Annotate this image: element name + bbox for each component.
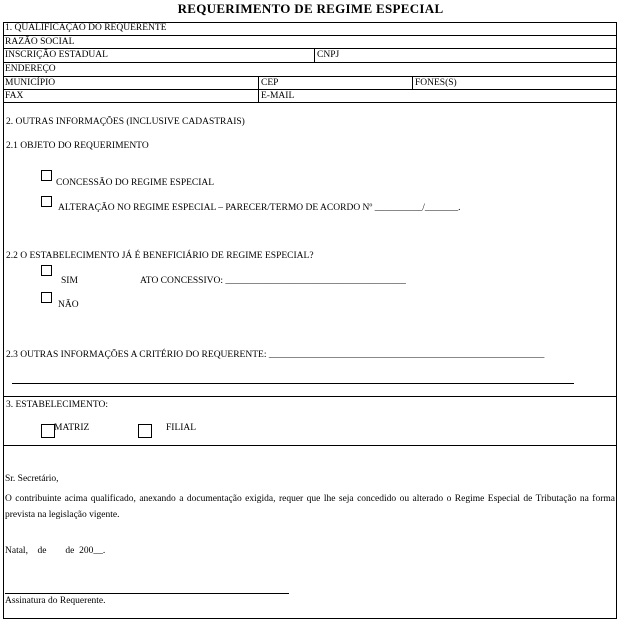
matriz-label: MATRIZ bbox=[54, 423, 90, 433]
outras-informacoes-line bbox=[12, 383, 574, 384]
outras-informacoes-field[interactable]: 2.3 OUTRAS INFORMAÇÕES A CRITÉRIO DO REQUERENTE: __________________________________________________________ bbox=[6, 350, 545, 360]
concessao-label: CONCESSÃO DO REGIME ESPECIAL bbox=[56, 178, 215, 188]
fax-field[interactable]: FAX bbox=[5, 91, 24, 101]
cnpj-field[interactable]: CNPJ bbox=[317, 50, 340, 60]
fones-field[interactable]: FONES(S) bbox=[415, 78, 457, 88]
salutation: Sr. Secretário, bbox=[5, 474, 59, 484]
objeto-heading: 2.1 OBJETO DO REQUERIMENTO bbox=[6, 141, 149, 151]
signature-label: Assinatura do Requerente. bbox=[5, 596, 106, 606]
inscricao-estadual-field[interactable]: INSCRIÇÃO ESTADUAL bbox=[5, 50, 108, 60]
filial-label: FILIAL bbox=[166, 423, 197, 433]
section3-heading: 3. ESTABELECIMENTO: bbox=[6, 400, 108, 410]
matriz-checkbox[interactable] bbox=[41, 424, 55, 438]
nao-checkbox[interactable] bbox=[41, 292, 52, 303]
request-body: O contribuinte acima qualificado, anexando a documentação exigida, requer que lhe seja concedido ou alterado o Regime Especial de Tributação na forma prevista na legislação vigente. bbox=[5, 494, 615, 520]
cep-field[interactable]: CEP bbox=[261, 78, 279, 88]
date-line[interactable]: Natal, de de 200__. bbox=[5, 546, 106, 556]
section2-heading: 2. OUTRAS INFORMAÇÕES (INCLUSIVE CADASTRAIS) bbox=[6, 117, 245, 127]
alteracao-label: ALTERAÇÃO NO REGIME ESPECIAL – PARECER/TERMO DE ACORDO Nº __________/_______. bbox=[58, 203, 461, 213]
signature-line bbox=[5, 593, 289, 594]
page-title: REQUERIMENTO DE REGIME ESPECIAL bbox=[177, 1, 444, 16]
filial-checkbox[interactable] bbox=[138, 424, 152, 438]
alteracao-checkbox[interactable] bbox=[41, 196, 52, 207]
municipio-field[interactable]: MUNICÍPIO bbox=[5, 78, 56, 88]
razao-social-field[interactable]: RAZÃO SOCIAL bbox=[5, 37, 75, 47]
beneficiario-question: 2.2 O ESTABELECIMENTO JÁ É BENEFICIÁRIO DE REGIME ESPECIAL? bbox=[6, 251, 314, 261]
concessao-checkbox[interactable] bbox=[41, 170, 52, 181]
endereco-field[interactable]: ENDEREÇO bbox=[5, 64, 56, 74]
section1-heading: 1. QUALIFICAÇÃO DO REQUERENTE bbox=[5, 23, 167, 33]
sim-label: SIM bbox=[61, 276, 78, 286]
ato-concessivo-field[interactable]: ATO CONCESSIVO: ______________________________________ bbox=[140, 276, 406, 286]
email-field[interactable]: E-MAIL bbox=[261, 91, 295, 101]
nao-label: NÃO bbox=[58, 300, 79, 310]
sim-checkbox[interactable] bbox=[41, 265, 52, 276]
